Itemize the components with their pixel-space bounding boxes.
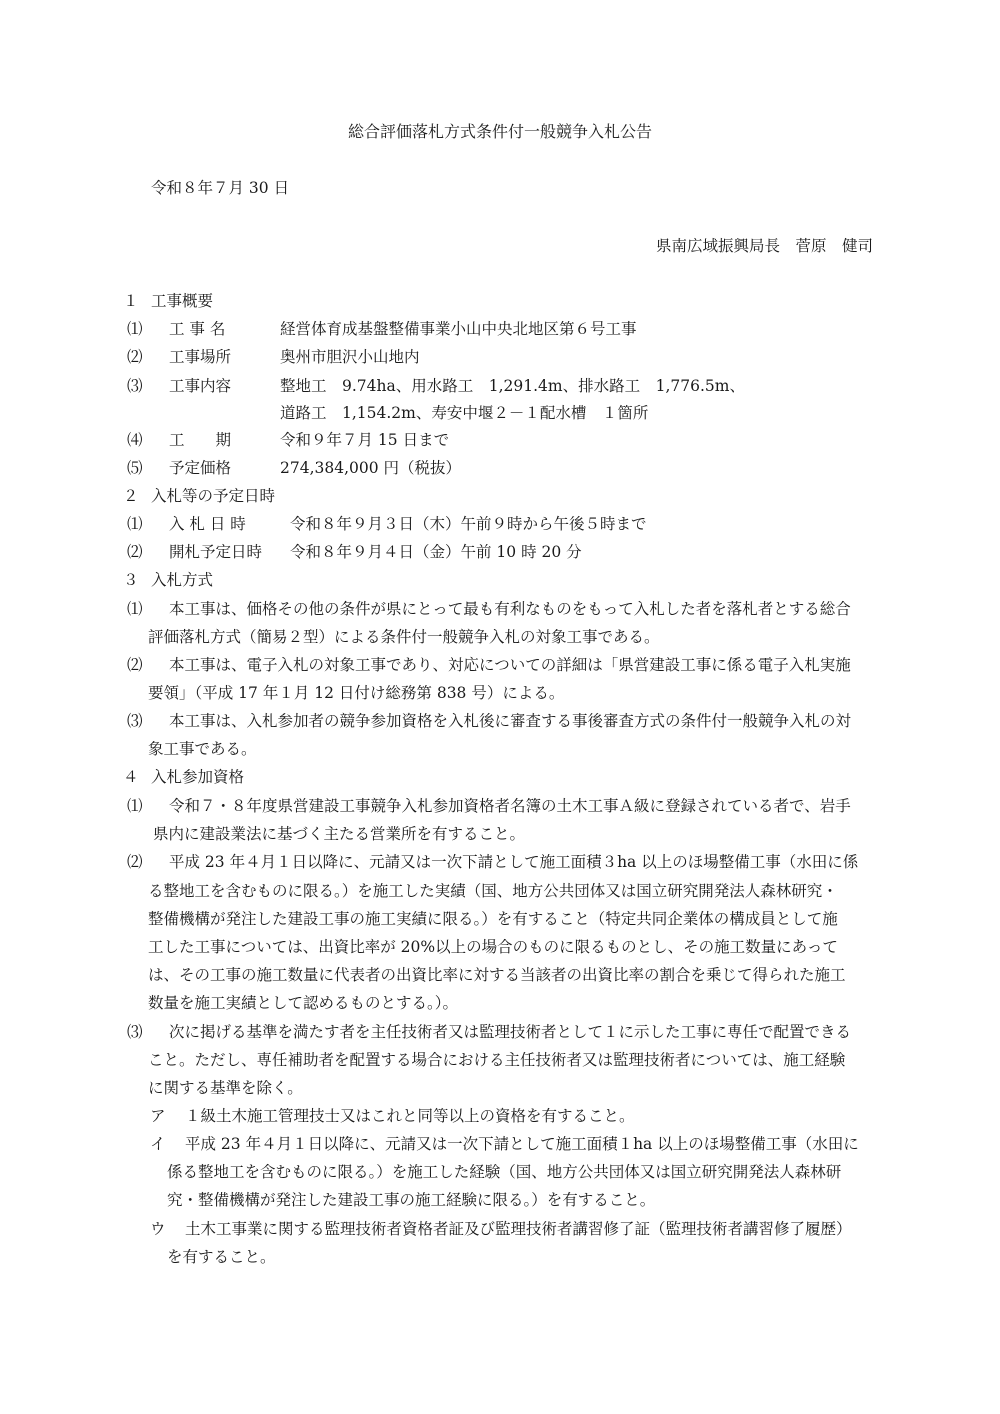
s2-item-value: 令和８年９月４日（金）午前 10 時 20 分	[290, 543, 582, 561]
s1-item-value: 整地工 9.74ha、用水路工 1,291.4m、排水路工 1,776.5m、	[280, 377, 745, 395]
section-2-heading	[123, 486, 275, 506]
section-title: 入札参加資格	[151, 768, 245, 786]
s4-item-line: 次に掲げる基準を満たす者を主任技術者又は監理技術者として１に示した工事に専任で配置できる	[169, 1023, 852, 1041]
s4-subitem-line: 究・整備機構が発注した建設工事の施工経験に限る。）を有すること。	[167, 1191, 656, 1209]
s1-item-label: 工 事 名	[169, 320, 226, 338]
section-4-heading	[123, 767, 244, 787]
s4-subitem-line: 係る整地工を含むものに限る。）を施工した経験（国、地方公共団体又は国立研究開発法人森林研	[167, 1163, 842, 1181]
s2-item-no: ⑵	[127, 543, 143, 561]
section-3-heading	[123, 570, 213, 590]
s2-item-no: ⑴	[127, 515, 143, 533]
s3-item-line: 要領」（平成 17 年１月 12 日付け総務第 838 号）による。	[148, 684, 565, 702]
section-number: ３	[123, 571, 139, 589]
s3-item-line: 本工事は、電子入札の対象工事であり、対応についての詳細は「県営建設工事に係る電子入札実施	[169, 656, 851, 674]
s4-item-line: 令和７・８年度県営建設工事競争入札参加資格者名簿の土木工事Ａ級に登録されている者で、岩手	[169, 797, 851, 815]
s1-item-value: 令和９年７月 15 日まで	[280, 431, 450, 449]
section-number: １	[123, 292, 139, 310]
s1-item-value: 経営体育成基盤整備事業小山中央北地区第６号工事	[280, 320, 637, 338]
s1-item-value: 奥州市胆沢小山地内	[280, 348, 420, 366]
s1-item-no: ⑵	[127, 348, 143, 366]
section-number: ４	[123, 768, 139, 786]
section-1-heading	[123, 291, 213, 311]
document-title: 総合評価落札方式条件付一般競争入札公告	[347, 122, 652, 141]
s4-item-no: ⑴	[127, 797, 143, 815]
issuer: 県南広域振興局長 菅原 健司	[655, 237, 873, 255]
s1-item-no: ⑷	[127, 431, 143, 449]
s3-item-no: ⑶	[127, 712, 143, 730]
s4-item-line: こと。ただし、専任補助者を配置する場合における主任技術者又は監理技術者については、施工経験	[148, 1051, 846, 1069]
s3-item-line: 本工事は、入札参加者の競争参加資格を入札後に審査する事後審査方式の条件付一般競争入札の対	[169, 712, 852, 730]
s4-subitem-mark: ア	[150, 1107, 166, 1125]
s1-item-value: 274,384,000 円（税抜）	[280, 459, 462, 477]
s1-item-label: 工 期	[169, 431, 232, 449]
s2-item-label: 開札予定日時	[169, 543, 263, 561]
s4-item-line: 県内に建設業法に基づく主たる営業所を有すること。	[153, 825, 526, 843]
s2-item-value: 令和８年９月３日（木）午前９時から午後５時まで	[290, 515, 647, 533]
s4-item-line: に関する基準を除く。	[148, 1079, 303, 1097]
s3-item-line: 象工事である。	[148, 740, 257, 758]
s3-item-line: 評価落札方式（簡易２型）による条件付一般競争入札の対象工事である。	[148, 628, 660, 646]
announcement-date: 令和８年７月 30 日	[151, 179, 290, 197]
s3-item-no: ⑵	[127, 656, 143, 674]
s1-item-value-continued: 道路工 1,154.2m、寿安中堰２－１配水槽 １箇所	[280, 404, 649, 422]
s1-item-label: 工事場所	[169, 348, 232, 366]
s1-item-label: 予定価格	[169, 459, 232, 477]
section-number: ２	[123, 487, 139, 505]
s1-item-label: 工事内容	[169, 377, 232, 395]
s4-subitem-line: 土木工事業に関する監理技術者資格者証及び監理技術者講習修了証（監理技術者講習修了履歴）	[185, 1220, 852, 1238]
s4-item-no: ⑶	[127, 1023, 143, 1041]
section-title: 入札等の予定日時	[151, 487, 276, 505]
s4-item-line: 工した工事については、出資比率が 20%以上の場合のものに限るものとし、その施工数量にあって	[148, 938, 838, 956]
s4-subitem-line: 平成 23 年４月１日以降に、元請又は一次下請として施工面積１ha 以上のほ場整備工事（水田に	[185, 1135, 859, 1153]
s4-item-line: 平成 23 年４月１日以降に、元請又は一次下請として施工面積３ha 以上のほ場整備工事（水田に係	[169, 853, 859, 871]
s1-item-no: ⑸	[127, 459, 143, 477]
s4-item-line: る整地工を含むものに限る。）を施工した実績（国、地方公共団体又は国立研究開発法人森林研究・	[148, 882, 838, 900]
s3-item-no: ⑴	[127, 600, 143, 618]
s1-item-no: ⑴	[127, 320, 143, 338]
s4-item-line: 数量を施工実績として認めるものとする。）。	[148, 994, 459, 1012]
s4-subitem-line: を有すること。	[167, 1248, 276, 1266]
s2-item-label: 入 札 日 時	[169, 515, 246, 533]
s4-item-no: ⑵	[127, 853, 143, 871]
s4-subitem-line: １級土木施工管理技士又はこれと同等以上の資格を有すること。	[185, 1107, 635, 1125]
s3-item-line: 本工事は、価格その他の条件が県にとって最も有利なものをもって入札した者を落札者とする総合	[169, 600, 851, 618]
s4-item-line: は、その工事の施工数量に代表者の出資比率に対する当該者の出資比率の割合を乗じて得られた施工	[148, 966, 846, 984]
s4-item-line: 整備機構が発注した建設工事の施工実績に限る。）を有すること（特定共同企業体の構成員として施	[148, 910, 838, 928]
s1-item-no: ⑶	[127, 377, 143, 395]
section-title: 工事概要	[151, 292, 214, 310]
section-title: 入札方式	[151, 571, 214, 589]
s4-subitem-mark: ウ	[150, 1220, 166, 1238]
s4-subitem-mark: イ	[150, 1135, 166, 1153]
